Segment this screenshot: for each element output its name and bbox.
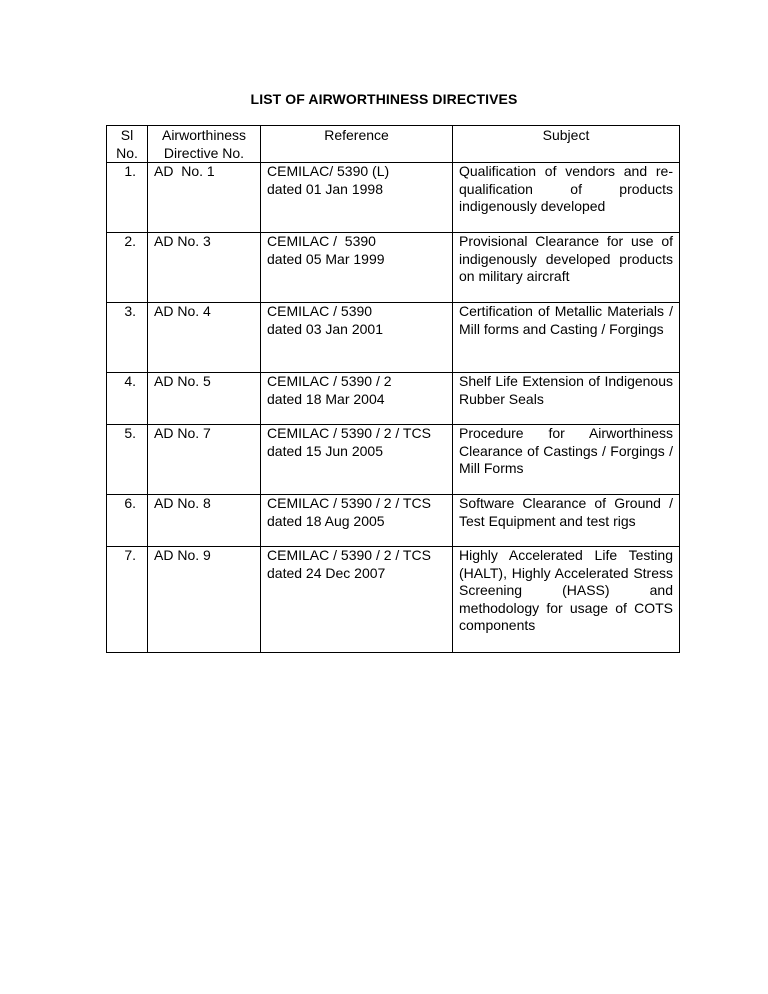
table-row [107,373,680,425]
reference-date: dated 05 Mar 1999 [267,250,385,267]
reference-number: CEMILAC / 5390 / 2 / TCS [267,425,431,441]
header-ad-line1: Airworthiness [161,127,247,143]
reference-date: dated 03 Jan 2001 [267,320,383,337]
row-sl-no: 4. [107,373,148,425]
row-reference [261,547,453,653]
row-subject: Highly Accelerated Life Testing (HALT), Highly Accelerated Stress Screening (HASS) and methodology for usage of COTS components [453,547,680,653]
row-sl-no: 6. [107,495,148,547]
table-row [107,303,680,373]
row-subject: Qualification of vendors and re-qualification of products indigenously developed [453,163,680,233]
row-sl-no: 2. [107,233,148,303]
row-directive-no: AD No. 5 [148,373,261,425]
row-subject: Procedure for Airworthiness Clearance of Castings / Forgings / Mill Forms [453,425,680,495]
page-title: LIST OF AIRWORTHINESS DIRECTIVES [250,91,518,107]
row-sl-no: 7. [107,547,148,653]
airworthiness-directives-table [106,125,680,653]
header-directive-no [148,126,261,163]
row-sl-no: 5. [107,425,148,495]
table-row [107,495,680,547]
table-row [107,547,680,653]
row-directive-no: AD No. 1 [148,163,261,233]
row-directive-no: AD No. 9 [148,547,261,653]
row-sl-no: 3. [107,303,148,373]
row-directive-no: AD No. 3 [148,233,261,303]
row-reference [261,303,453,373]
table-row [107,425,680,495]
row-subject: Provisional Clearance for use of indigenously developed products on military aircraft [453,233,680,303]
reference-date: dated 18 Aug 2005 [267,512,385,529]
table-row [107,233,680,303]
row-reference [261,495,453,547]
reference-number: CEMILAC / 5390 / 2 / TCS [267,495,431,511]
header-subject: Subject [453,126,680,163]
row-reference [261,425,453,495]
header-reference: Reference [261,126,453,163]
row-reference [261,373,453,425]
header-ad-line2: Directive No. [163,144,245,161]
reference-number: CEMILAC / 5390 [267,303,373,319]
row-directive-no: AD No. 4 [148,303,261,373]
reference-date: dated 24 Dec 2007 [267,564,386,581]
row-subject: Shelf Life Extension of Indigenous Rubber Seals [453,373,680,425]
row-reference [261,163,453,233]
reference-number: CEMILAC/ 5390 (L) [267,163,390,179]
row-sl-no: 1. [107,163,148,233]
reference-date: dated 15 Jun 2005 [267,442,383,459]
row-subject: Software Clearance of Ground / Test Equipment and test rigs [453,495,680,547]
table-header-row [107,126,680,163]
header-sl-no [107,126,148,163]
table-row [107,163,680,233]
row-directive-no: AD No. 8 [148,495,261,547]
row-directive-no: AD No. 7 [148,425,261,495]
reference-date: dated 01 Jan 1998 [267,180,383,197]
reference-number: CEMILAC / 5390 [267,233,376,249]
header-sl-line2: No. [116,144,138,161]
reference-number: CEMILAC / 5390 / 2 / TCS [267,547,431,563]
row-reference [261,233,453,303]
reference-number: CEMILAC / 5390 / 2 [267,373,392,389]
header-sl-line1: Sl [120,127,134,143]
reference-date: dated 18 Mar 2004 [267,390,385,407]
row-subject: Certification of Metallic Materials / Mill forms and Casting / Forgings [453,303,680,373]
